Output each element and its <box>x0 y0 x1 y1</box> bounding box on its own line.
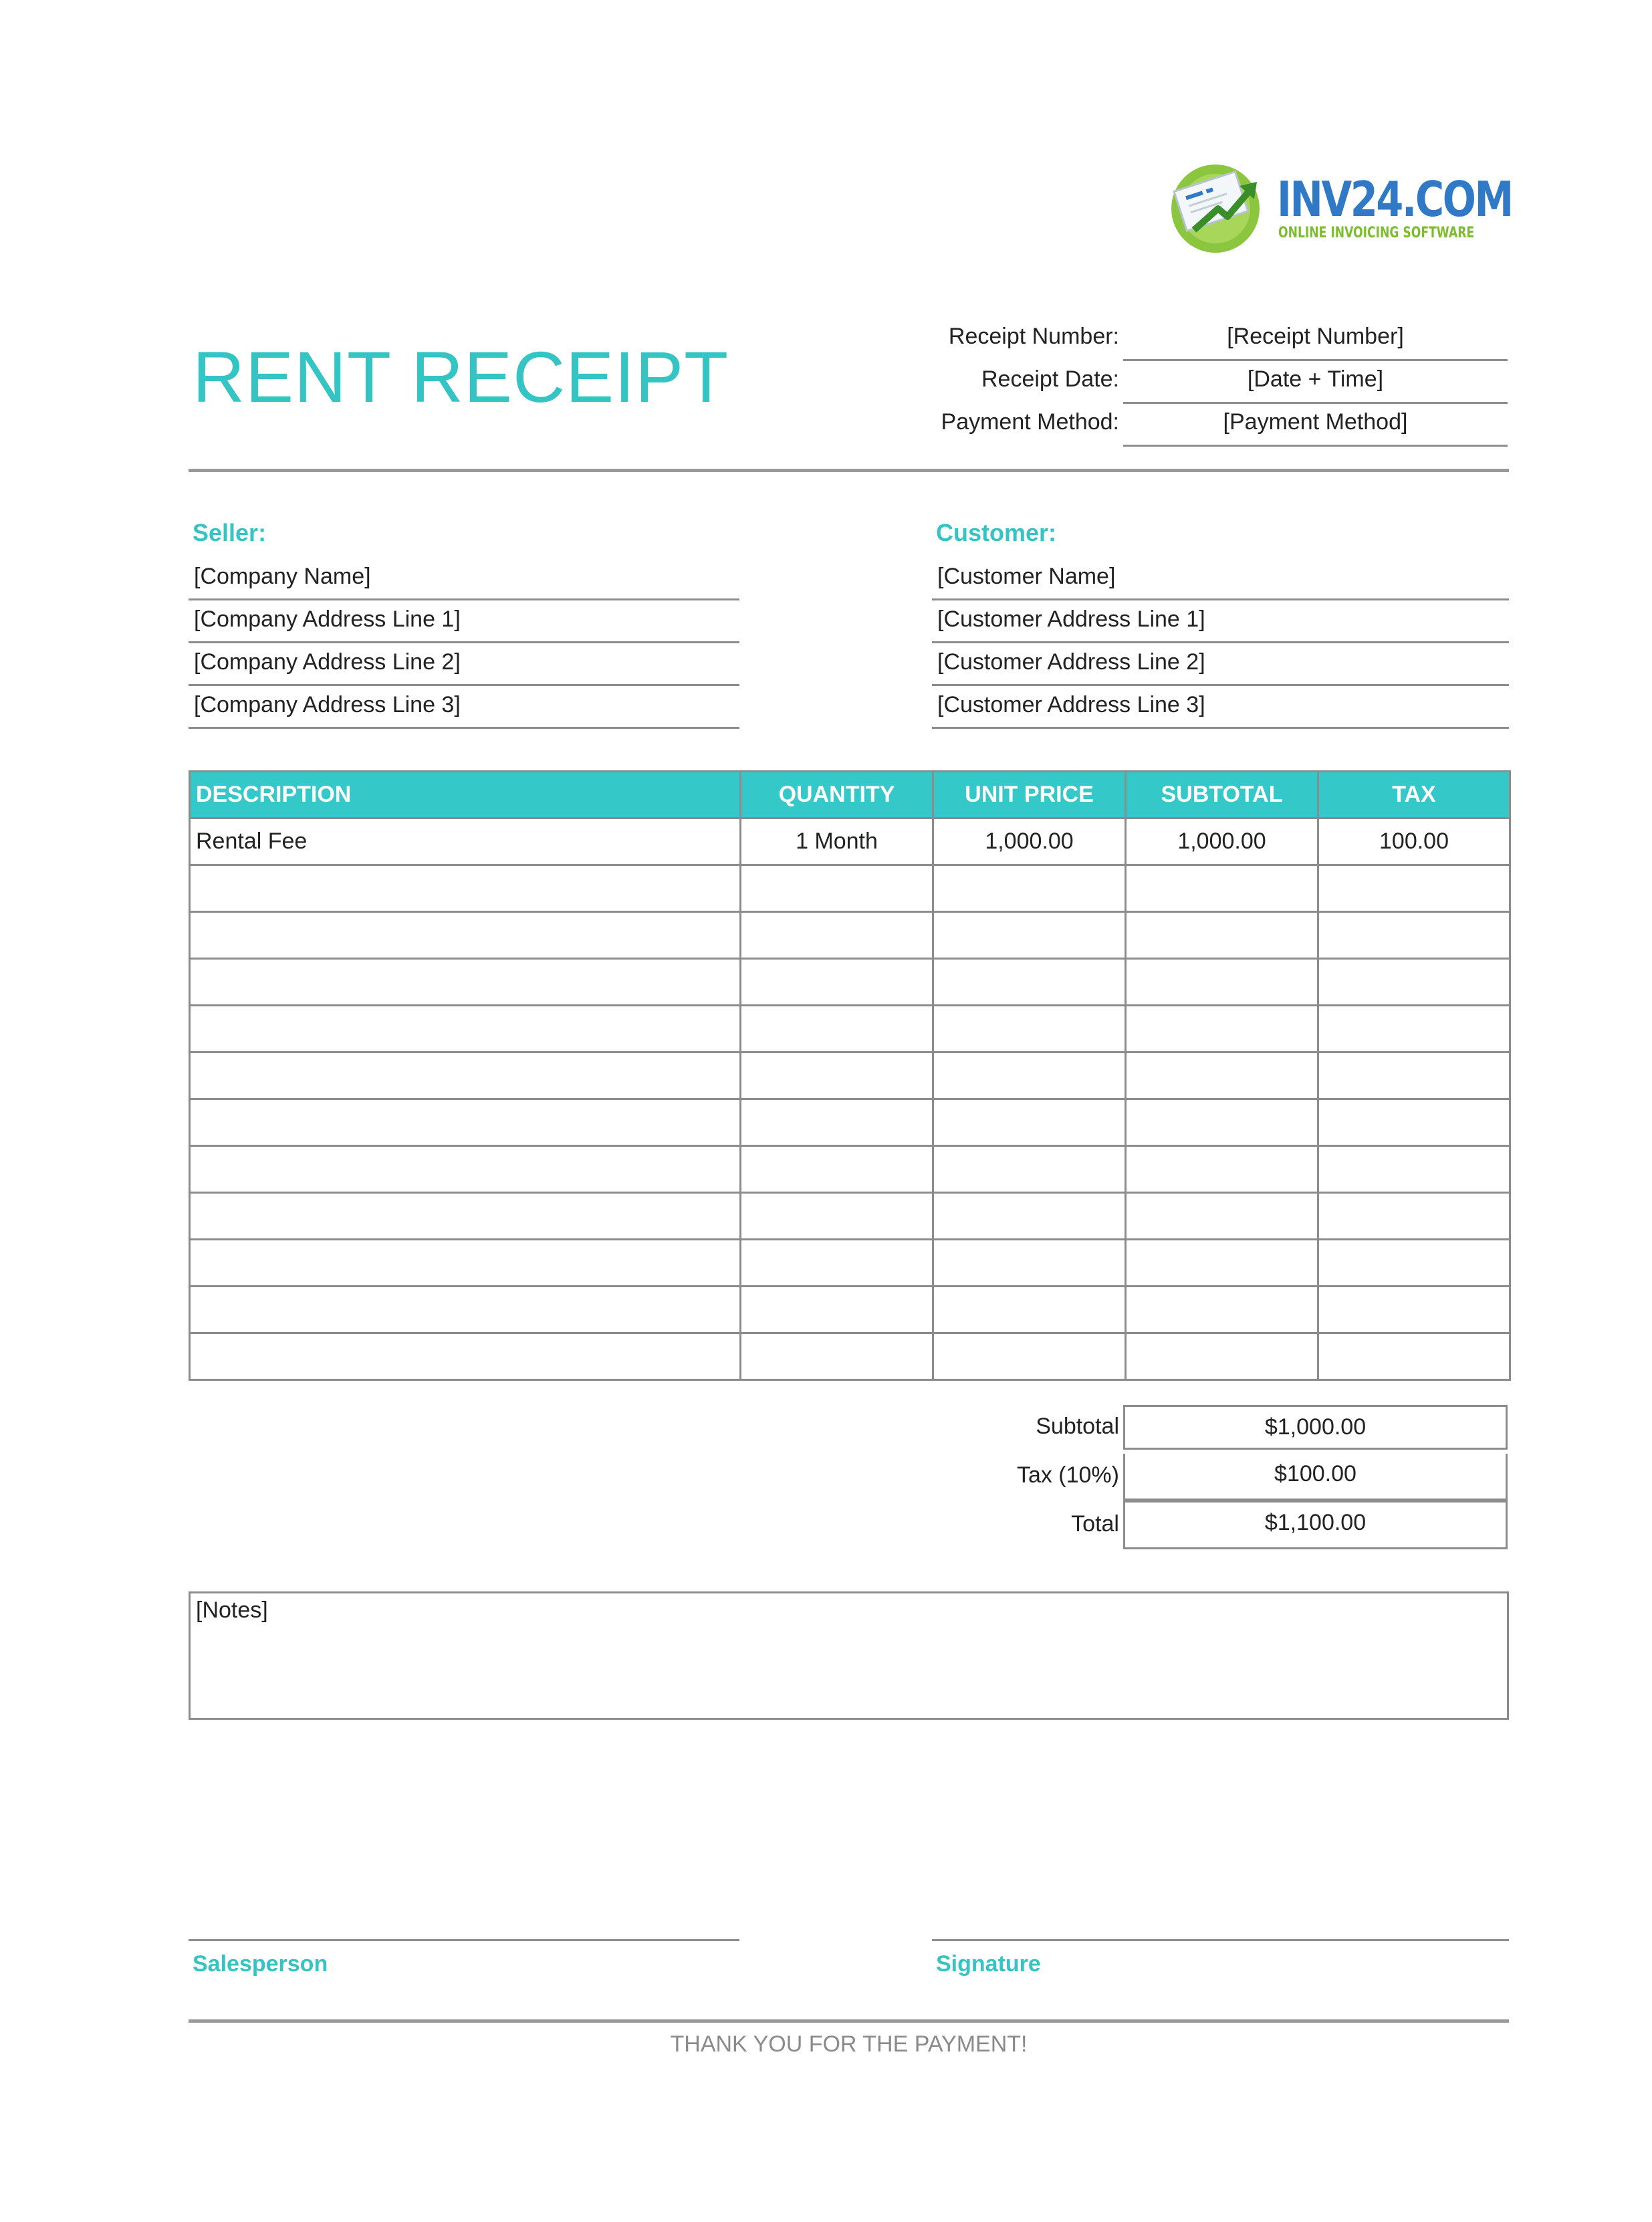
column-header-subtotal: SUBTOTAL <box>1126 772 1318 818</box>
table-row <box>190 1333 1510 1380</box>
cell-subtotal[interactable] <box>1126 912 1318 959</box>
cell-tax[interactable] <box>1318 1240 1510 1287</box>
cell-tax[interactable]: 100.00 <box>1318 818 1510 865</box>
cell-description[interactable] <box>190 912 741 959</box>
table-row <box>190 1146 1510 1193</box>
cell-description[interactable] <box>190 1006 741 1052</box>
subtotal-value: $1,000.00 <box>1123 1405 1508 1450</box>
cell-subtotal[interactable] <box>1126 865 1318 912</box>
receipt-number-field[interactable]: [Receipt Number] <box>1227 324 1404 349</box>
receipt-date-label: Receipt Date: <box>981 366 1119 392</box>
cell-description[interactable] <box>190 865 741 912</box>
customer-address-line-2[interactable]: [Customer Address Line 2] <box>937 649 1205 675</box>
column-header-unit-price: UNIT PRICE <box>933 772 1126 818</box>
payment-method-label: Payment Method: <box>941 409 1119 435</box>
divider <box>189 641 739 643</box>
cell-tax[interactable] <box>1318 1146 1510 1193</box>
seller-address-line-1[interactable]: [Company Address Line 1] <box>194 606 461 632</box>
seller-address-line-2[interactable]: [Company Address Line 2] <box>194 649 461 675</box>
subtotal-label: Subtotal <box>1036 1414 1119 1439</box>
cell-quantity[interactable] <box>741 1099 933 1146</box>
divider <box>932 598 1509 600</box>
divider <box>189 727 739 729</box>
column-header-description: DESCRIPTION <box>190 772 741 818</box>
divider <box>189 598 739 600</box>
cell-quantity[interactable] <box>741 1052 933 1099</box>
cell-subtotal[interactable] <box>1126 959 1318 1006</box>
column-header-tax: TAX <box>1318 772 1510 818</box>
cell-tax[interactable] <box>1318 1287 1510 1333</box>
cell-quantity[interactable] <box>741 1287 933 1333</box>
table-row <box>190 1099 1510 1146</box>
cell-unit-price[interactable] <box>933 912 1126 959</box>
cell-tax[interactable] <box>1318 1052 1510 1099</box>
cell-subtotal[interactable]: 1,000.00 <box>1126 818 1318 865</box>
cell-unit-price[interactable] <box>933 1333 1126 1380</box>
table-row <box>190 1193 1510 1240</box>
brand-logo-icon <box>1162 155 1276 255</box>
table-row <box>190 1052 1510 1099</box>
table-row <box>190 912 1510 959</box>
table-row <box>190 818 1510 865</box>
cell-unit-price[interactable]: 1,000.00 <box>933 818 1126 865</box>
cell-tax[interactable] <box>1318 1006 1510 1052</box>
divider <box>932 727 1509 729</box>
cell-subtotal[interactable] <box>1126 1287 1318 1333</box>
seller-heading: Seller: <box>193 519 267 546</box>
cell-quantity[interactable] <box>741 1240 933 1287</box>
cell-quantity[interactable] <box>741 959 933 1006</box>
cell-unit-price[interactable] <box>933 1240 1126 1287</box>
cell-quantity[interactable] <box>741 865 933 912</box>
tax-value: $100.00 <box>1123 1454 1508 1501</box>
seller-company-name[interactable]: [Company Name] <box>194 564 371 589</box>
cell-unit-price[interactable] <box>933 1052 1126 1099</box>
cell-quantity[interactable] <box>741 1006 933 1052</box>
items-table <box>189 770 1511 1381</box>
table-row <box>190 865 1510 912</box>
cell-tax[interactable] <box>1318 1099 1510 1146</box>
table-row <box>190 959 1510 1006</box>
cell-unit-price[interactable] <box>933 1287 1126 1333</box>
cell-subtotal[interactable] <box>1126 1193 1318 1240</box>
receipt-number-label: Receipt Number: <box>948 324 1119 349</box>
header-divider <box>189 469 1509 472</box>
cell-subtotal[interactable] <box>1126 1052 1318 1099</box>
brand-tagline: ONLINE INVOICING SOFTWARE <box>1278 225 1475 241</box>
cell-unit-price[interactable] <box>933 959 1126 1006</box>
cell-description[interactable] <box>190 1099 741 1146</box>
cell-tax[interactable] <box>1318 1193 1510 1240</box>
cell-unit-price[interactable] <box>933 1006 1126 1052</box>
cell-unit-price[interactable] <box>933 865 1126 912</box>
signature-label: Signature <box>936 1951 1041 1977</box>
customer-address-line-1[interactable]: [Customer Address Line 1] <box>937 606 1205 632</box>
signature-line <box>932 1939 1509 1941</box>
table-row <box>190 1287 1510 1333</box>
cell-quantity[interactable] <box>741 1333 933 1380</box>
cell-unit-price[interactable] <box>933 1099 1126 1146</box>
payment-method-field[interactable]: [Payment Method] <box>1223 409 1408 435</box>
footer-message: THANK YOU FOR THE PAYMENT! <box>670 2031 1028 2057</box>
cell-tax[interactable] <box>1318 865 1510 912</box>
cell-description[interactable] <box>190 1146 741 1193</box>
salesperson-line <box>189 1939 739 1941</box>
seller-address-line-3[interactable]: [Company Address Line 3] <box>194 692 461 717</box>
divider <box>932 684 1509 686</box>
table-row <box>190 1006 1510 1052</box>
cell-unit-price[interactable] <box>933 1193 1126 1240</box>
table-header-row <box>190 772 1510 818</box>
customer-address-line-3[interactable]: [Customer Address Line 3] <box>937 692 1205 717</box>
footer-divider <box>189 2019 1509 2023</box>
receipt-date-field[interactable]: [Date + Time] <box>1247 366 1384 392</box>
cell-quantity[interactable]: 1 Month <box>741 818 933 865</box>
divider <box>1123 445 1508 447</box>
cell-unit-price[interactable] <box>933 1146 1126 1193</box>
cell-description[interactable]: Rental Fee <box>190 818 741 865</box>
cell-tax[interactable] <box>1318 959 1510 1006</box>
total-label: Total <box>1071 1511 1119 1537</box>
cell-tax[interactable] <box>1318 1333 1510 1380</box>
cell-description[interactable] <box>190 1193 741 1240</box>
divider <box>1123 359 1508 361</box>
divider <box>1123 402 1508 404</box>
brand-name: INV24.COM <box>1277 171 1512 227</box>
cell-description[interactable] <box>190 959 741 1006</box>
page-title: RENT RECEIPT <box>193 336 729 417</box>
cell-quantity[interactable] <box>741 1193 933 1240</box>
notes-field[interactable]: [Notes] <box>189 1591 1509 1720</box>
cell-subtotal[interactable] <box>1126 1146 1318 1193</box>
cell-subtotal[interactable] <box>1126 1006 1318 1052</box>
cell-description[interactable] <box>190 1287 741 1333</box>
cell-description[interactable] <box>190 1240 741 1287</box>
cell-subtotal[interactable] <box>1126 1333 1318 1380</box>
divider <box>189 684 739 686</box>
cell-subtotal[interactable] <box>1126 1240 1318 1287</box>
column-header-quantity: QUANTITY <box>741 772 933 818</box>
customer-name[interactable]: [Customer Name] <box>937 564 1116 589</box>
cell-quantity[interactable] <box>741 1146 933 1193</box>
cell-description[interactable] <box>190 1333 741 1380</box>
table-row <box>190 1240 1510 1287</box>
tax-label: Tax (10%) <box>1016 1462 1119 1488</box>
divider <box>932 641 1509 643</box>
customer-heading: Customer: <box>936 519 1057 546</box>
cell-description[interactable] <box>190 1052 741 1099</box>
cell-subtotal[interactable] <box>1126 1099 1318 1146</box>
total-value: $1,100.00 <box>1123 1501 1508 1549</box>
salesperson-label: Salesperson <box>193 1951 328 1977</box>
cell-tax[interactable] <box>1318 912 1510 959</box>
cell-quantity[interactable] <box>741 912 933 959</box>
